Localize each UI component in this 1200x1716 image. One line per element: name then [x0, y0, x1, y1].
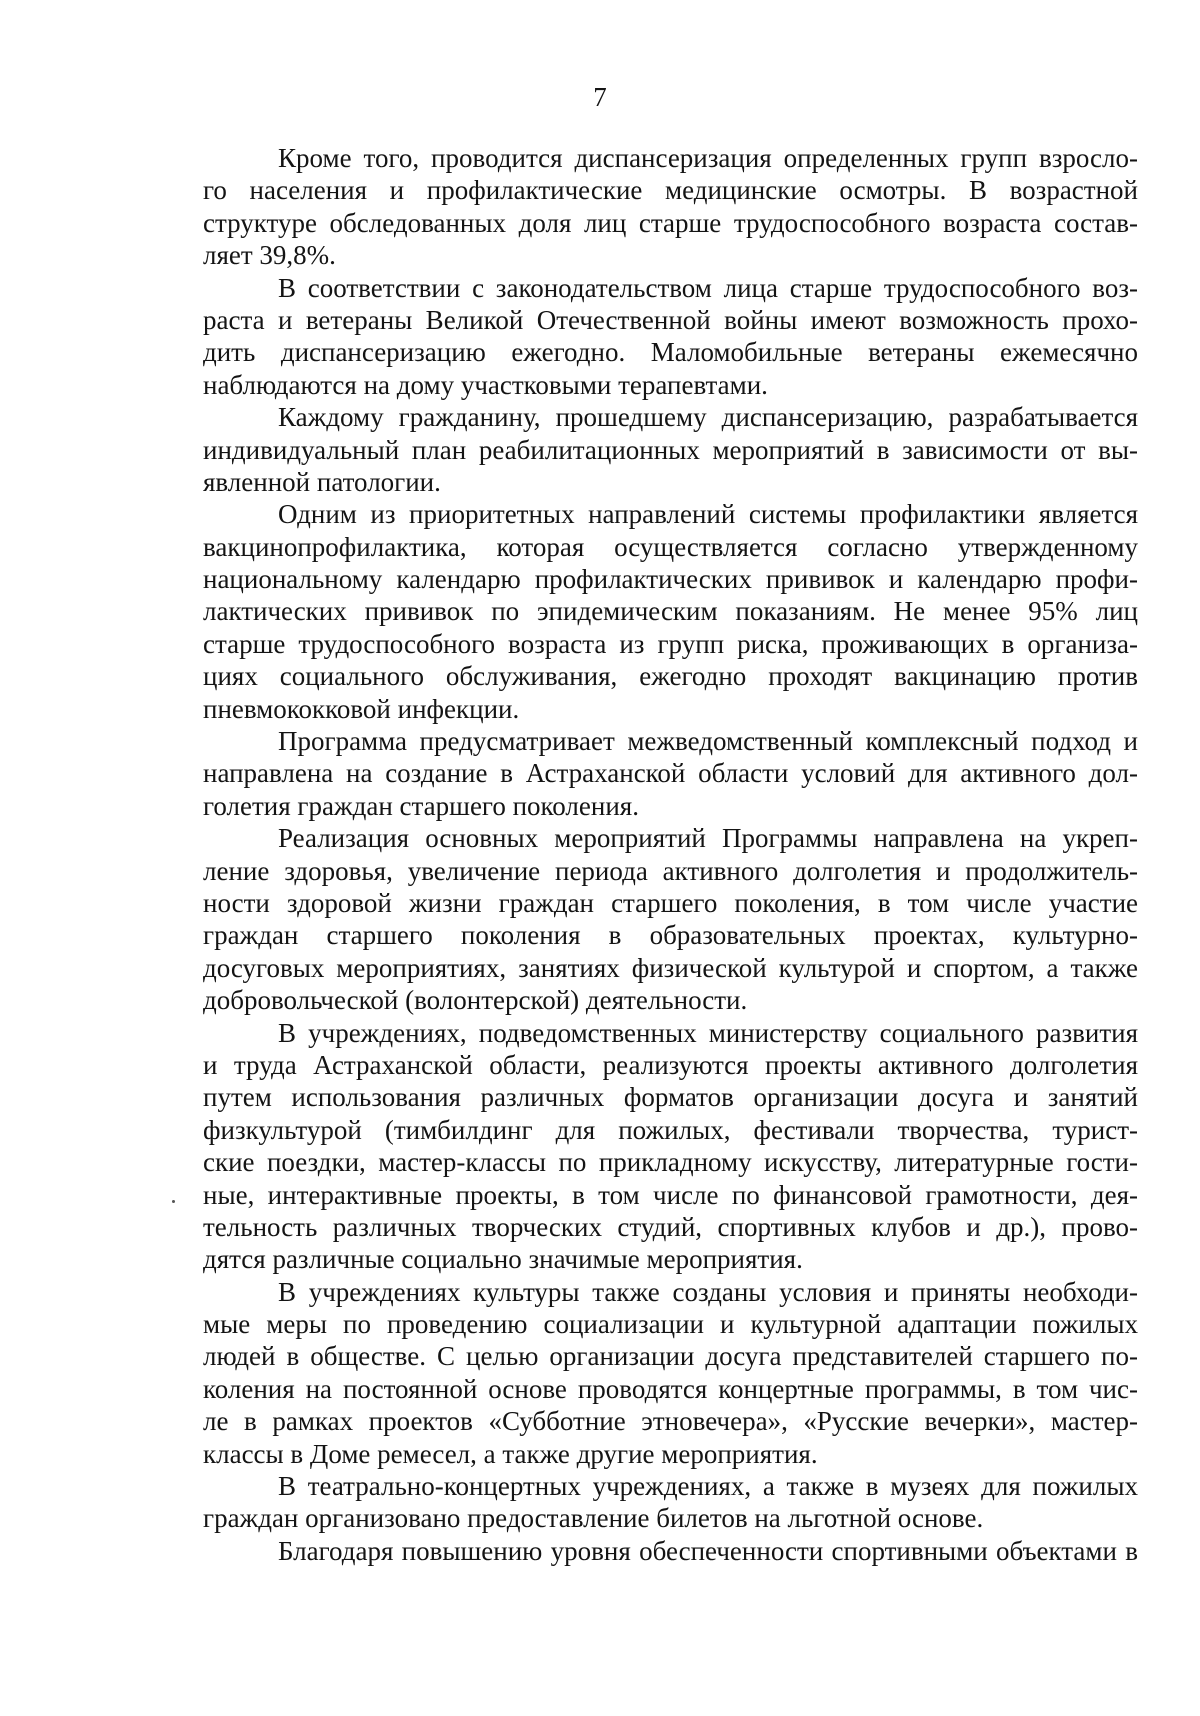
text-line: В учреждениях культуры также созданы условия и приняты необходи-	[278, 1276, 1138, 1307]
paragraph-veterans	[203, 272, 1138, 402]
text-line: явленной патологии.	[203, 466, 441, 497]
text-line: ление здоровья, увеличение периода активного долголетия и продолжитель-	[203, 855, 1138, 886]
text-line: циях социального обслуживания, ежегодно проходят вакцинацию против	[203, 661, 1138, 692]
text-line: лактических прививок по эпидемическим показаниям. Не менее 95% лиц	[203, 596, 1138, 627]
text-line: индивидуальный план реабилитационных мероприятий в зависимости от вы-	[203, 434, 1138, 465]
document-body	[203, 142, 1138, 1567]
paragraph-dispensary-examination	[203, 142, 1138, 272]
text-line: коления на постоянной основе проводятся концертные программы, в том чис-	[203, 1373, 1138, 1404]
text-line: досуговых мероприятиях, занятиях физической культурой и спортом, а также	[203, 952, 1138, 983]
text-line: структуре обследованных доля лиц старше трудоспособного возраста состав-	[203, 207, 1138, 238]
scan-speck	[172, 1200, 175, 1203]
text-line: путем использования различных форматов организации досуга и занятий	[203, 1082, 1138, 1113]
text-line: граждан организовано предоставление билетов на льготной основе.	[203, 1503, 984, 1534]
text-line: раста и ветераны Великой Отечественной войны имеют возможность прохо-	[203, 304, 1138, 335]
text-line: Благодаря повышению уровня обеспеченности спортивными объектами в	[278, 1535, 1138, 1566]
text-line: граждан старшего поколения в образовательных проектах, культурно-	[203, 920, 1138, 951]
text-line: наблюдаются на дому участковыми терапевтами.	[203, 369, 768, 400]
paragraph-rehabilitation-plan	[203, 401, 1138, 498]
text-line: классы в Доме ремесел, а также другие мероприятия.	[203, 1438, 818, 1469]
text-line: тельность различных творческих студий, спортивных клубов и др.), прово-	[203, 1211, 1138, 1242]
paragraph-vaccination	[203, 498, 1138, 725]
text-line: ские поездки, мастер-классы по прикладному искусству, литературные гости-	[203, 1147, 1138, 1178]
text-line: го населения и профилактические медицинские осмотры. В возрастной	[203, 175, 1138, 206]
paragraph-program-approach	[203, 725, 1138, 822]
paragraph-social-institutions	[203, 1017, 1138, 1276]
text-line: ности здоровой жизни граждан старшего поколения, в том числе участие	[203, 887, 1138, 918]
text-line: вакцинопрофилактика, которая осуществляется согласно утвержденному	[203, 531, 1138, 562]
text-line: В учреждениях, подведомственных министерству социального развития	[278, 1017, 1138, 1048]
text-line: ле в рамках проектов «Субботние этновечера», «Русские вечерки», мастер-	[203, 1406, 1138, 1437]
paragraph-theatre-tickets	[203, 1470, 1138, 1535]
text-line: и труда Астраханской области, реализуются проекты активного долголетия	[203, 1049, 1138, 1080]
text-line: старше трудоспособного возраста из групп риска, проживающих в организа-	[203, 628, 1138, 659]
text-line: дить диспансеризацию ежегодно. Маломобильные ветераны ежемесячно	[203, 337, 1138, 368]
page-number: 7	[593, 82, 607, 112]
text-line: голетия граждан старшего поколения.	[203, 790, 639, 821]
text-line: людей в обществе. С целью организации досуга представителей старшего по-	[203, 1341, 1138, 1372]
text-line: добровольческой (волонтерской) деятельности.	[203, 985, 748, 1016]
text-line: направлена на создание в Астраханской области условий для активного дол-	[203, 758, 1138, 789]
text-line: ные, интерактивные проекты, в том числе по финансовой грамотности, дея-	[203, 1179, 1138, 1210]
text-line: В соответствии с законодательством лица старше трудоспособного воз-	[278, 272, 1138, 303]
text-line: пневмококковой инфекции.	[203, 693, 520, 724]
text-line: мые меры по проведению социализации и культурной адаптации пожилых	[203, 1309, 1138, 1340]
paragraph-sports-facilities	[203, 1535, 1138, 1567]
text-line: Реализация основных мероприятий Программы направлена на укреп-	[278, 823, 1138, 854]
text-line: ляет 39,8%.	[203, 240, 336, 271]
text-line: Каждому гражданину, прошедшему диспансеризацию, разрабатывается	[278, 402, 1138, 433]
text-line: Кроме того, проводится диспансеризация определенных групп взросло-	[278, 143, 1138, 173]
text-line: Одним из приоритетных направлений системы профилактики является	[278, 499, 1138, 530]
text-line: физкультурой (тимбилдинг для пожилых, фестивали творчества, турист-	[203, 1114, 1138, 1145]
text-line: дятся различные социально значимые мероприятия.	[203, 1244, 803, 1275]
text-line: Программа предусматривает межведомственный комплексный подход и	[278, 726, 1138, 757]
text-line: национальному календарю профилактических прививок и календарю профи-	[203, 564, 1138, 595]
text-line: В театрально-концертных учреждениях, а также в музеях для пожилых	[278, 1471, 1138, 1502]
paragraph-program-implementation	[203, 822, 1138, 1016]
paragraph-culture-institutions	[203, 1276, 1138, 1470]
